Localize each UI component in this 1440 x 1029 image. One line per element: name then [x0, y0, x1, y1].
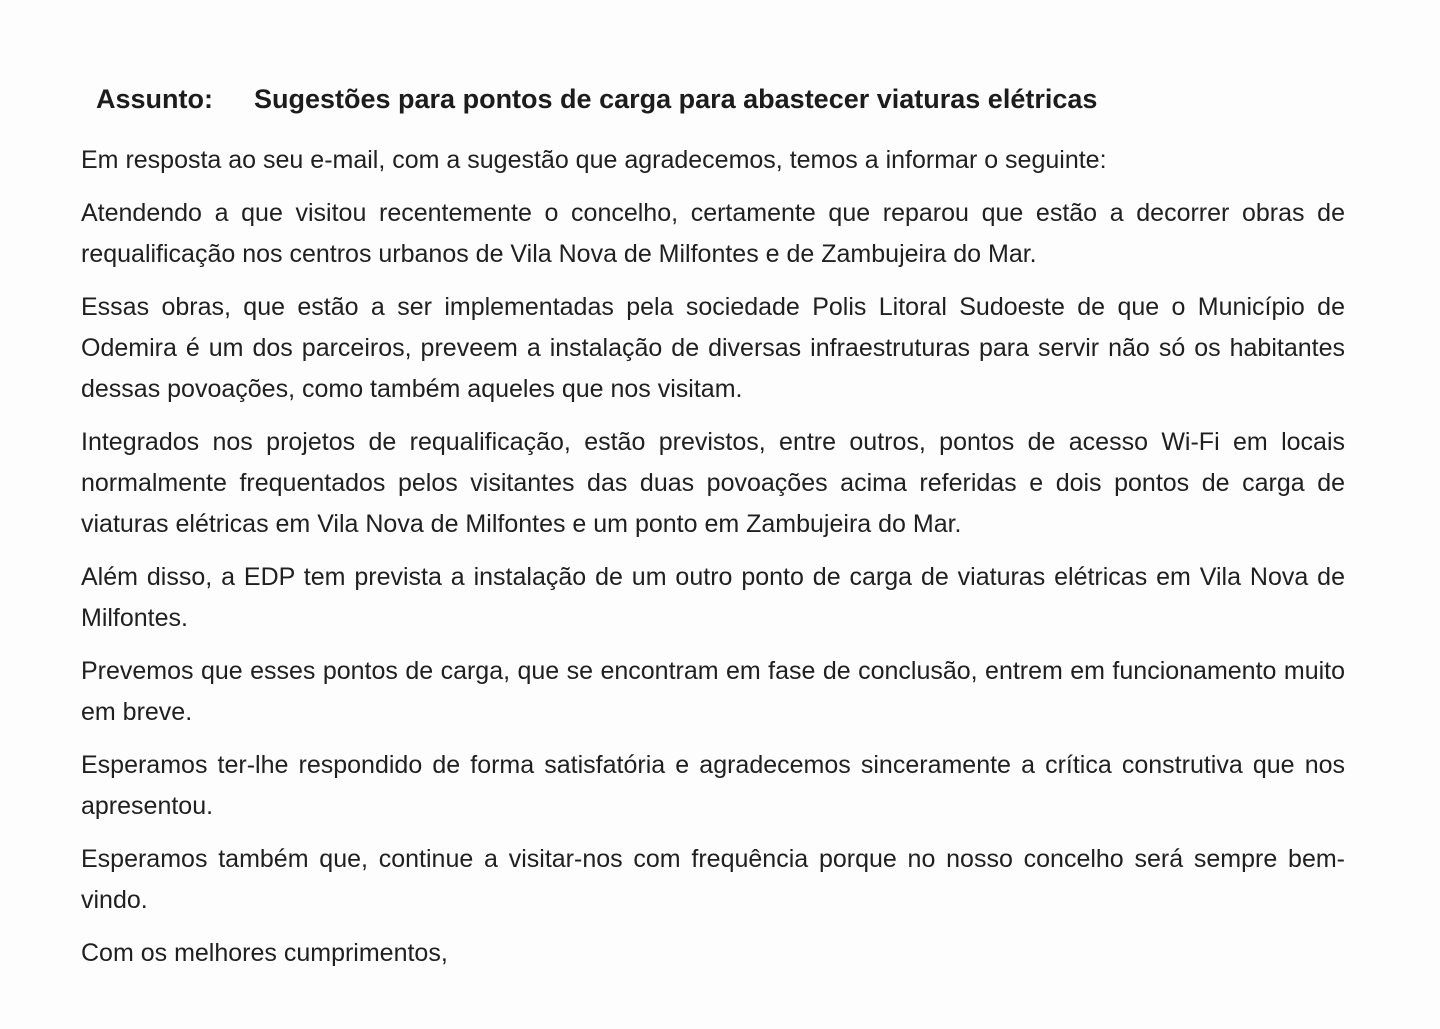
paragraph-works-notice: Atendendo a que visitou recentemente o concelho, certamente que reparou que estão a decorrer obras de requalificação nos centros urbanos de Vila Nova de Milfontes e de Zambujeira do Mar.: [81, 199, 1345, 268]
paragraph-edp-point: Além disso, a EDP tem prevista a instalação de um outro ponto de carga de viaturas elétricas em Vila Nova de Milfontes.: [81, 563, 1345, 632]
paragraph-welcome: Esperamos também que, continue a visitar-nos com frequência porque no nosso concelho será sempre bem-vindo.: [81, 845, 1345, 914]
paragraph-charging-points: Integrados nos projetos de requalificação, estão previstos, entre outros, pontos de acesso Wi-Fi em locais normalmente frequentados pelos visitantes das duas povoações acima referidas e dois pontos de carga de viaturas elétricas em Vila Nova de Milfontes e um ponto em Zambujeira do Mar.: [81, 428, 1345, 538]
paragraph-closing: Com os melhores cumprimentos,: [81, 939, 448, 967]
paragraph-intro: Em resposta ao seu e-mail, com a sugestão que agradecemos, temos a informar o seguinte:: [81, 146, 1107, 174]
subject-line: [96, 80, 1356, 118]
paragraph-thanks: Esperamos ter-lhe respondido de forma satisfatória e agradecemos sinceramente a crítica construtiva que nos apresentou.: [81, 751, 1345, 820]
subject-label: Assunto:: [96, 84, 213, 114]
paragraph-completion: Prevemos que esses pontos de carga, que se encontram em fase de conclusão, entrem em funcionamento muito em breve.: [81, 657, 1345, 726]
letter-body: [81, 140, 1345, 986]
paragraph-polis-works: Essas obras, que estão a ser implementadas pela sociedade Polis Litoral Sudoeste de que o Município de Odemira é um dos parceiros, preveem a instalação de diversas infraestruturas para servir não só os habitantes dessas povoações, como também aqueles que nos visitam.: [81, 293, 1345, 403]
subject-text: Sugestões para pontos de carga para abastecer viaturas elétricas: [254, 84, 1098, 114]
